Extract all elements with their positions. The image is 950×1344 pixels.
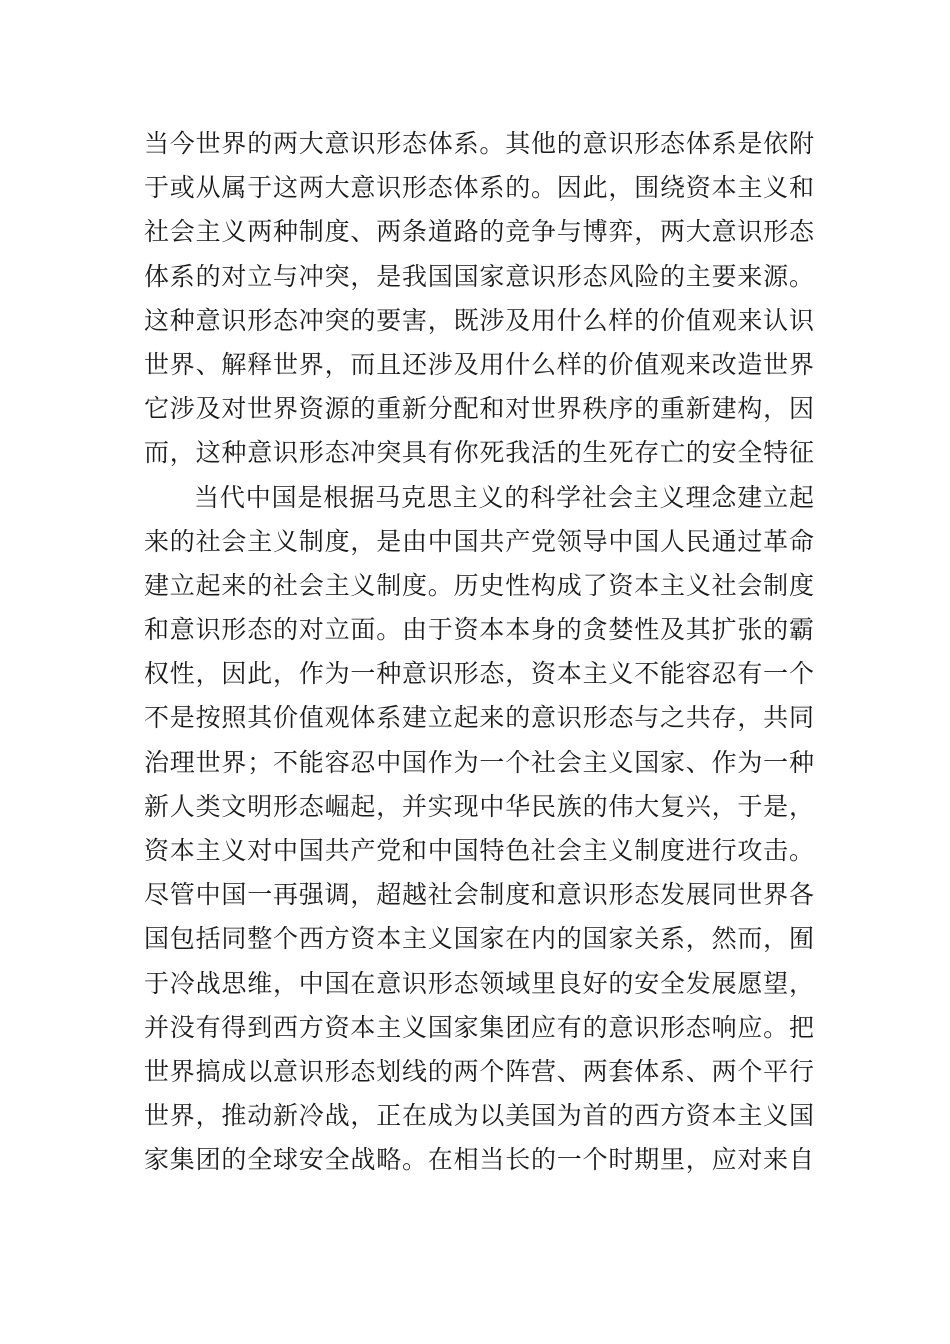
text-line: 尽管中国一再强调，超越社会制度和意识形态发展同世界各 bbox=[144, 880, 814, 910]
text-line: 并没有得到西方资本主义国家集团应有的意识形态响应。把 bbox=[144, 1012, 814, 1042]
text-line: 社会主义两种制度、两条道路的竞争与博弈，两大意识形态 bbox=[144, 217, 814, 247]
paragraph-first-line: 当代中国是根据马克思主义的科学社会主义理念建立起 bbox=[194, 482, 814, 512]
text-line: 世界，推动新冷战，正在成为以美国为首的西方资本主义国 bbox=[144, 1101, 814, 1131]
text-line: 治理世界；不能容忍中国作为一个社会主义国家、作为一种 bbox=[144, 747, 814, 777]
text-line: 世界、解释世界，而且还涉及用什么样的价值观来改造世界 bbox=[144, 349, 814, 379]
text-line: 不是按照其价值观体系建立起来的意识形态与之共存，共同 bbox=[144, 703, 814, 733]
text-line: 体系的对立与冲突，是我国国家意识形态风险的主要来源。 bbox=[144, 261, 814, 291]
text-line: 它涉及对世界资源的重新分配和对世界秩序的重新建构，因 bbox=[144, 394, 814, 424]
text-line: 权性，因此，作为一种意识形态，资本主义不能容忍有一个 bbox=[144, 659, 814, 689]
text-line: 来的社会主义制度，是由中国共产党领导中国人民通过革命 bbox=[144, 526, 814, 556]
text-line: 新人类文明形态崛起，并实现中华民族的伟大复兴，于是， bbox=[144, 791, 814, 821]
text-line: 家集团的全球安全战略。在相当长的一个时期里，应对来自 bbox=[144, 1145, 814, 1175]
text-line: 于或从属于这两大意识形态体系的。因此，围绕资本主义和 bbox=[144, 173, 814, 203]
text-line: 这种意识形态冲突的要害，既涉及用什么样的价值观来认识 bbox=[144, 305, 814, 335]
text-line: 而，这种意识形态冲突具有你死我活的生死存亡的安全特征 bbox=[144, 438, 814, 468]
text-line: 国包括同整个西方资本主义国家在内的国家关系，然而，囿 bbox=[144, 924, 814, 954]
body-text bbox=[144, 122, 814, 1183]
text-line: 于冷战思维，中国在意识形态领域里良好的安全发展愿望， bbox=[144, 968, 814, 998]
text-line: 资本主义对中国共产党和中国特色社会主义制度进行攻击。 bbox=[144, 836, 814, 865]
text-line: 建立起来的社会主义制度。历史性构成了资本主义社会制度 bbox=[144, 570, 814, 600]
text-line: 世界搞成以意识形态划线的两个阵营、两套体系、两个平行 bbox=[144, 1056, 814, 1086]
text-line: 当今世界的两大意识形态体系。其他的意识形态体系是依附 bbox=[144, 129, 814, 158]
text-line: 和意识形态的对立面。由于资本本身的贪婪性及其扩张的霸 bbox=[144, 615, 814, 645]
